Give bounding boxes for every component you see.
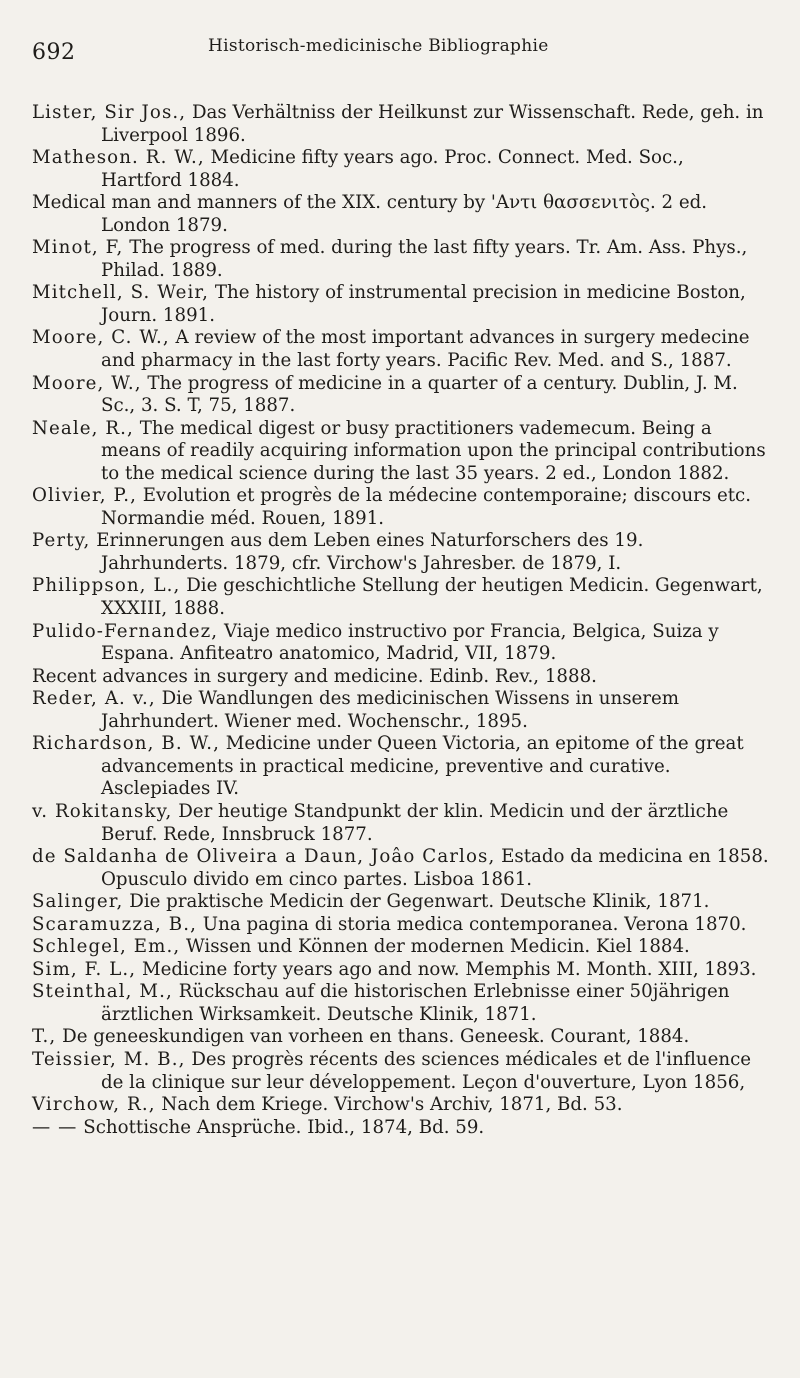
entry-text: Die geschichtliche Stellung der heutigen Medicin. Gegenwart, XXXIII, 1888. xyxy=(101,575,763,620)
entry-text: The progress of med. during the last fifty years. Tr. Am. Ass. Phys., Philad. 1889. xyxy=(101,237,748,281)
entry-text: Recent advances in surgery and medicine. Edinb. Rev., 1888. xyxy=(32,665,597,687)
entry-author: Teissier, M. B., xyxy=(32,1048,186,1070)
bibliography-entry xyxy=(32,733,770,801)
bibliography-entry xyxy=(32,1117,770,1140)
entry-author: T., xyxy=(32,1026,57,1048)
entry-author: Moore, W., xyxy=(32,372,142,394)
entry-author: Steinthal, M., xyxy=(32,981,173,1003)
entry-text: Schottische Ansprüche. Ibid., 1874, Bd. 59. xyxy=(83,1116,485,1138)
bibliography-entry xyxy=(32,621,770,666)
bibliography-entry xyxy=(32,575,770,620)
bibliography-entry xyxy=(32,485,770,530)
entry-text: Wissen und Können der modernen Medicin. Kiel 1884. xyxy=(186,936,690,958)
entry-text: Una pagina di storia medica contemporanea. Verona 1870. xyxy=(202,913,747,935)
entry-author: Philippson, L., xyxy=(32,575,181,597)
entry-text: Erinnerungen aus dem Leben eines Naturforschers des 19. Jahrhunderts. 1879, cfr. Virchow's Jahresber. de 1879, I. xyxy=(96,530,644,574)
bibliography-entry xyxy=(32,914,770,937)
entry-author: Moore, C. W., xyxy=(32,327,170,349)
entry-text: Evolution et progrès de la médecine contemporaine; discours etc. Normandie méd. Rouen, 1891. xyxy=(101,485,752,529)
bibliography-entry xyxy=(32,327,770,372)
bibliography-entry xyxy=(32,891,770,914)
entry-text: Medicine under Queen Victoria, an epitome of the great advancements in practical medicine, preventive and curative. Asclepiades IV. xyxy=(101,733,744,800)
entry-text: The medical digest or busy practitioners vademecum. Being a means of readily acquiring information upon the principal contributions to the medical science during the last 35 years. 2 ed., London 1882. xyxy=(101,417,766,484)
entry-author: de Saldanha de Oliveira a Daun, Joâo Carlos, xyxy=(32,846,496,868)
entry-text: Der heutige Standpunkt der klin. Medicin und der ärztliche Beruf. Rede, Innsbruck 1877. xyxy=(101,800,729,845)
page-number: 692 xyxy=(32,40,76,65)
entry-text: The history of instrumental precision in medicine Boston, Journ. 1891. xyxy=(101,282,746,326)
entry-author: Olivier, P., xyxy=(32,485,137,507)
entry-author: Salinger, xyxy=(32,891,124,913)
entry-author: Pulido-Fernandez, xyxy=(32,620,219,642)
bibliography-list xyxy=(32,102,770,1139)
bibliography-entry xyxy=(32,846,770,891)
entry-author: Scaramuzza, B., xyxy=(32,913,197,935)
bibliography-entry xyxy=(32,666,770,689)
entry-author: Richardson, B. W., xyxy=(32,733,220,755)
entry-author: Virchow, R., xyxy=(32,1094,156,1116)
bibliography-entry xyxy=(32,418,770,486)
bibliography-entry xyxy=(32,1026,770,1049)
bibliography-entry xyxy=(32,237,770,282)
entry-text: Estado da medicina en 1858. Opusculo divido em cinco partes. Lisboa 1861. xyxy=(101,846,769,890)
entry-text: Viaje medico instructivo por Francia, Belgica, Suiza y Espana. Anfiteatro anatomico, Madrid, VII, 1879. xyxy=(101,620,719,665)
bibliography-entry xyxy=(32,1094,770,1117)
bibliography-entry xyxy=(32,192,770,237)
entry-text: A review of the most important advances in surgery medecine and pharmacy in the last forty years. Pacific Rev. Med. and S., 1887. xyxy=(101,327,750,372)
entry-author: Neale, R., xyxy=(32,417,134,439)
entry-author: Perty, xyxy=(32,530,91,552)
bibliography-entry xyxy=(32,282,770,327)
entry-text: Medicine fifty years ago. Proc. Connect. Med. Soc., Hartford 1884. xyxy=(101,147,684,191)
bibliography-entry xyxy=(32,1049,770,1094)
entry-author: v. Rokitansky, xyxy=(32,800,173,822)
entry-text: The progress of medicine in a quarter of a century. Dublin, J. M. Sc., 3. S. T, 75, 1887. xyxy=(101,372,738,417)
bibliography-entry xyxy=(32,959,770,982)
running-title: Historisch-medicinische Bibliographie xyxy=(208,36,549,56)
bibliography-entry xyxy=(32,373,770,418)
entry-author: Schlegel, Em., xyxy=(32,936,181,958)
bibliography-entry xyxy=(32,530,770,575)
entry-author: Sim, F. L., xyxy=(32,958,137,980)
bibliography-entry xyxy=(32,981,770,1026)
entry-text: Nach dem Kriege. Virchow's Archiv, 1871, Bd. 53. xyxy=(161,1094,623,1116)
bibliography-entry xyxy=(32,688,770,733)
entry-author: Mitchell, S. Weir, xyxy=(32,282,210,304)
entry-text: Die praktische Medicin der Gegenwart. Deutsche Klinik, 1871. xyxy=(129,891,710,913)
entry-author: Matheson. R. W., xyxy=(32,147,205,169)
bibliography-entry xyxy=(32,147,770,192)
entry-text: Des progrès récents des sciences médicales et de l'influence de la clinique sur leur développement. Leçon d'ouverture, Lyon 1856, xyxy=(101,1048,752,1093)
entry-text: Medical man and manners of the XIX. century by 'Αντι θασσενιτὸς. 2 ed. London 1879. xyxy=(32,192,708,236)
entry-text: Rückschau auf die historischen Erlebnisse einer 50jährigen ärztlichen Wirksamkeit. Deutsche Klinik, 1871. xyxy=(101,981,730,1025)
bibliography-entry xyxy=(32,801,770,846)
page-header xyxy=(32,28,770,68)
bibliography-entry xyxy=(32,102,770,147)
entry-text: Medicine forty years ago and now. Memphis M. Month. XIII, 1893. xyxy=(141,958,757,980)
entry-text: Die Wandlungen des medicinischen Wissens in unserem Jahrhundert. Wiener med. Wochenschr., 1895. xyxy=(101,688,679,732)
entry-author: Minot, F, xyxy=(32,237,124,259)
entry-text: Das Verhältniss der Heilkunst zur Wissenschaft. Rede, geh. in Liverpool 1896. xyxy=(101,102,764,146)
entry-text: De geneeskundigen van vorheen en thans. Geneesk. Courant, 1884. xyxy=(62,1026,690,1048)
entry-author: Reder, A. v., xyxy=(32,688,156,710)
entry-author: Lister, Sir Jos., xyxy=(32,102,187,123)
bibliography-entry xyxy=(32,936,770,959)
entry-author: — — xyxy=(32,1116,78,1138)
